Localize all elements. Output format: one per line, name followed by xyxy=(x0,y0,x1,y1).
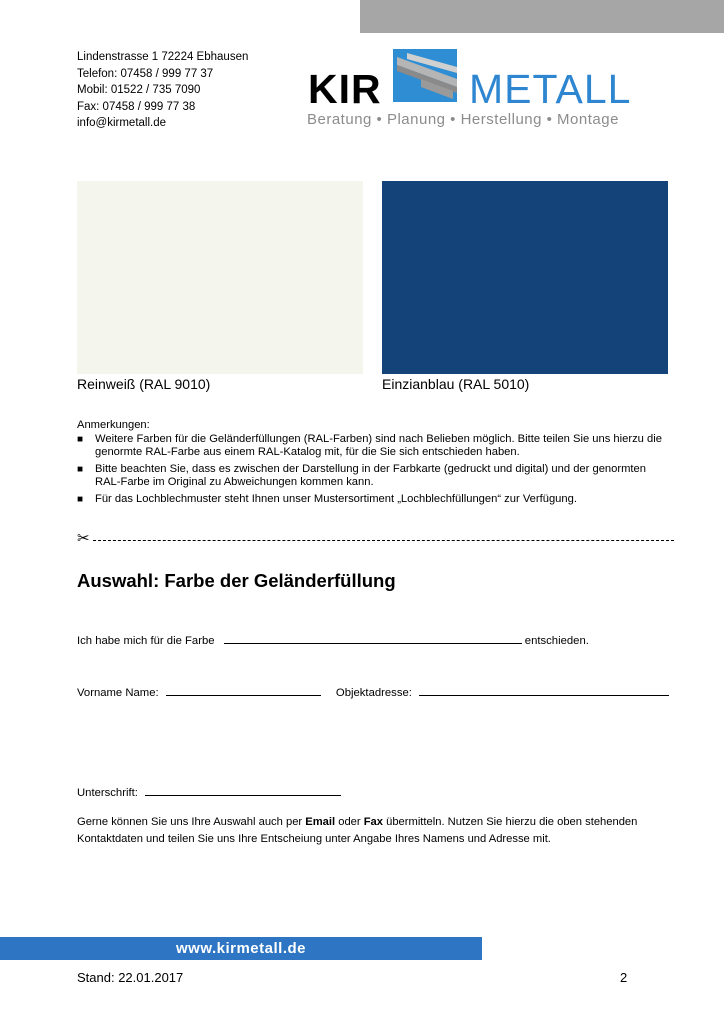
page-number: 2 xyxy=(620,970,628,985)
footer-url-link[interactable]: www.kirmetall.de xyxy=(176,940,306,957)
address-field[interactable] xyxy=(419,683,669,696)
logo-text-metall: METALL xyxy=(469,66,632,112)
contact-fax: Fax: 07458 / 999 77 38 xyxy=(77,100,196,113)
footer-date: Stand: 22.01.2017 xyxy=(77,970,184,985)
swatch-ral-9010 xyxy=(77,181,363,374)
cut-line xyxy=(77,531,674,547)
note-item: ■ Weitere Farben für die Geländerfüllungen (RAL-Farben) sind nach Belieben möglich. Bitte teilen Sie uns hierzu die genormte RAL-Farbe aus einem RAL-Katalog mit, für die Sie sich entschieden haben. xyxy=(77,432,662,459)
name-field[interactable] xyxy=(166,683,321,696)
contact-block xyxy=(77,49,248,132)
contact-phone: Telefon: 07458 / 999 77 37 xyxy=(77,67,214,80)
logo-text-kir: KIR xyxy=(308,66,382,112)
bullet-icon: ■ xyxy=(77,493,84,505)
color-choice-field[interactable] xyxy=(224,631,522,644)
bullet-icon: ■ xyxy=(77,433,84,445)
scissors-icon: ✂ xyxy=(77,530,90,547)
color-choice-label: Ich habe mich für die Farbe xyxy=(77,635,215,647)
fax-emphasis: Fax xyxy=(363,816,383,828)
logo-tagline: Beratung • Planung • Herstellung • Montage xyxy=(307,111,619,128)
color-choice-suffix: entschieden. xyxy=(524,635,589,647)
contact-mobile: Mobil: 01522 / 735 7090 xyxy=(77,84,201,97)
signature-line xyxy=(77,783,341,799)
notes-list xyxy=(77,433,667,507)
name-label: Vorname Name: xyxy=(77,687,159,699)
address-label: Objektadresse: xyxy=(335,687,412,699)
logo-profile-icon xyxy=(393,49,457,102)
swatch-label-ral-9010: Reinweiß (RAL 9010) xyxy=(77,376,211,392)
email-emphasis: Email xyxy=(305,816,336,828)
submission-paragraph: Gerne können Sie uns Ihre Auswahl auch per Email oder Fax übermitteln. Nutzen Sie hierzu die oben stehenden Kontaktdaten und teilen Sie uns Ihre Entscheiung unter Angabe Ihres Namens und Adresse mit. xyxy=(77,816,638,845)
note-item: ■ Für das Lochblechmuster steht Ihnen unser Mustersortiment „Lochblechfüllungen“ zur Verfügung. xyxy=(77,492,577,505)
color-choice-line xyxy=(77,631,589,647)
header-gray-bar xyxy=(360,0,724,33)
notes-section xyxy=(77,419,667,510)
note-item: ■ Bitte beachten Sie, dass es zwischen der Darstellung in der Farbkarte (gedruckt und digital) und der genormten RAL-Farbe im Original zu Abweichungen kommen kann. xyxy=(77,462,646,489)
swatch-label-ral-5010: Einzianblau (RAL 5010) xyxy=(382,376,530,392)
signature-label: Unterschrift: xyxy=(77,787,138,799)
contact-address: Lindenstrasse 1 72224 Ebhausen xyxy=(77,51,249,63)
notes-title: Anmerkungen: xyxy=(77,419,150,431)
form-heading: Auswahl: Farbe der Geländerfüllung xyxy=(77,570,396,591)
signature-field[interactable] xyxy=(145,783,341,796)
dashed-divider xyxy=(93,540,674,541)
name-address-line xyxy=(77,683,669,699)
bullet-icon: ■ xyxy=(77,463,84,475)
swatch-ral-5010 xyxy=(382,181,668,374)
contact-email[interactable]: info@kirmetall.de xyxy=(77,117,167,130)
logo-mark xyxy=(393,49,457,102)
